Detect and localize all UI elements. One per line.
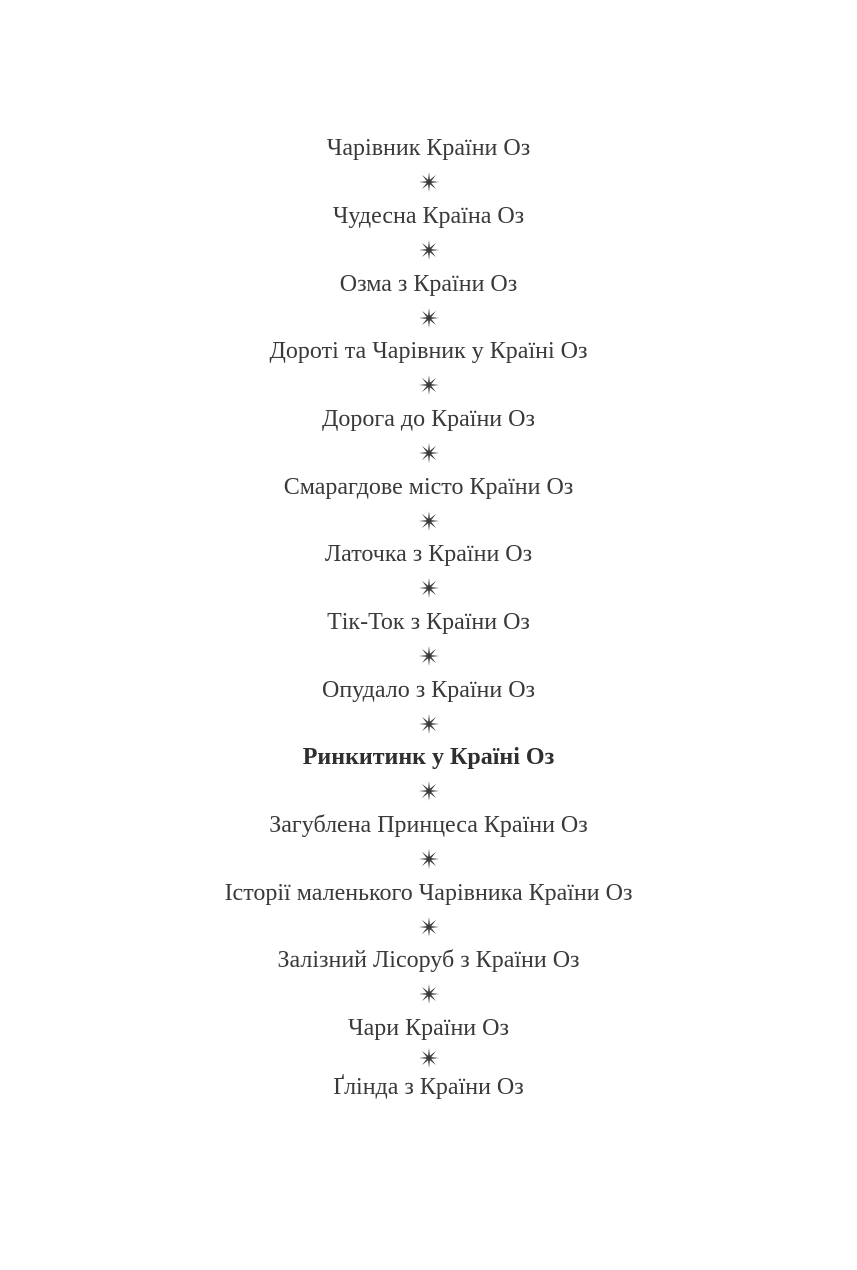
book-title: Озма з Країни Оз xyxy=(339,271,518,297)
star-path xyxy=(419,240,439,260)
eight-point-star-shape xyxy=(418,645,440,667)
eight-point-star-shape xyxy=(418,916,440,938)
book-title: Латочка з Країни Оз xyxy=(324,541,533,567)
star-path xyxy=(419,308,439,328)
book-title: Опудало з Країни Оз xyxy=(321,677,536,703)
book-title: Ґлінда з Країни Оз xyxy=(333,1074,524,1100)
eight-point-star-shape xyxy=(418,1047,440,1069)
star-path xyxy=(419,511,439,531)
star-path xyxy=(419,443,439,463)
star-path xyxy=(419,714,439,734)
eight-point-star-shape xyxy=(418,374,440,396)
book-title: Дороті та Чарівник у Країні Оз xyxy=(269,338,588,364)
eight-point-star-shape xyxy=(418,239,440,261)
eight-point-star-shape xyxy=(418,510,440,532)
eight-point-star-icon xyxy=(418,374,440,396)
book-title: Смарагдове місто Країни Оз xyxy=(283,474,574,500)
eight-point-star-icon xyxy=(418,983,440,1005)
eight-point-star-icon xyxy=(418,171,440,193)
star-path xyxy=(419,984,439,1004)
eight-point-star-shape xyxy=(418,442,440,464)
book-title: Історії маленького Чарівника Країни Оз xyxy=(224,880,633,906)
star-path xyxy=(419,172,439,192)
eight-point-star-shape xyxy=(418,713,440,735)
star-path xyxy=(419,646,439,666)
star-path xyxy=(419,781,439,801)
book-title: Чари Країни Оз xyxy=(348,1015,509,1041)
star-path xyxy=(419,1048,439,1068)
book-title: Чарівник Країни Оз xyxy=(326,135,531,161)
eight-point-star-shape xyxy=(418,307,440,329)
eight-point-star-icon xyxy=(418,307,440,329)
book-title: Дорога до Країни Оз xyxy=(322,406,535,432)
book-title: Тік-Ток з Країни Оз xyxy=(327,609,530,635)
star-path xyxy=(419,849,439,869)
star-path xyxy=(419,375,439,395)
eight-point-star-icon xyxy=(418,239,440,261)
star-path xyxy=(419,578,439,598)
eight-point-star-icon xyxy=(418,442,440,464)
book-title: Залізний Лісоруб з Країни Оз xyxy=(277,947,580,973)
star-path xyxy=(419,917,439,937)
eight-point-star-icon xyxy=(418,848,440,870)
eight-point-star-shape xyxy=(418,983,440,1005)
eight-point-star-shape xyxy=(418,780,440,802)
eight-point-star-shape xyxy=(418,848,440,870)
eight-point-star-icon xyxy=(418,577,440,599)
eight-point-star-icon xyxy=(418,916,440,938)
eight-point-star-icon xyxy=(418,780,440,802)
eight-point-star-shape xyxy=(418,577,440,599)
eight-point-star-icon xyxy=(418,510,440,532)
book-title-highlighted: Ринкитинк у Країні Оз xyxy=(302,744,555,770)
book-title: Чудесна Країна Оз xyxy=(332,203,525,229)
eight-point-star-icon xyxy=(418,1047,440,1069)
book-title: Загублена Принцеса Країни Оз xyxy=(269,812,588,838)
eight-point-star-shape xyxy=(418,171,440,193)
eight-point-star-icon xyxy=(418,645,440,667)
eight-point-star-icon xyxy=(418,713,440,735)
